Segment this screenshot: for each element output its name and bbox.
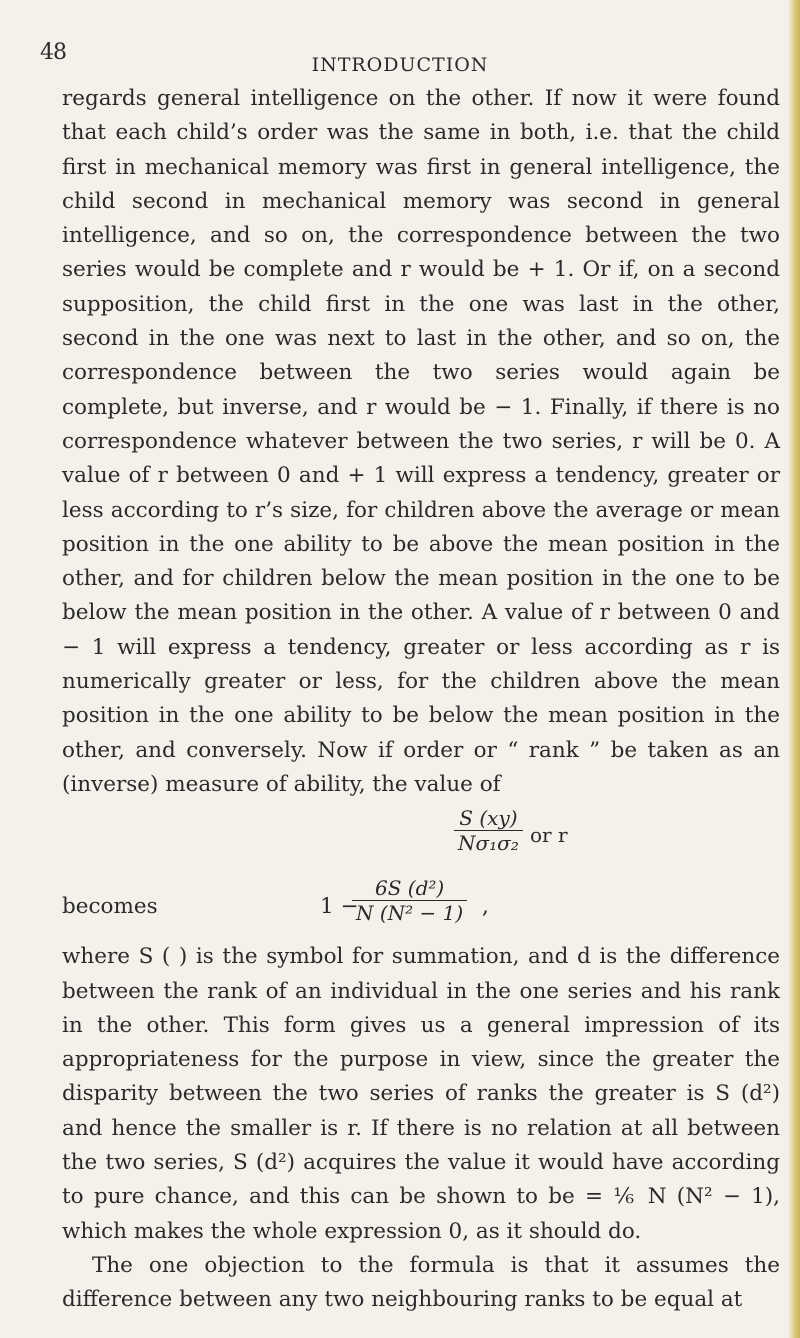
paragraph-3: The one objection to the formula is that it assumes the difference between any two neighbouring ranks to be equal at <box>62 1252 780 1313</box>
formula-2-fraction <box>352 876 467 925</box>
formula-2-prefix: 1 − <box>320 894 359 920</box>
formula-1-suffix: or r <box>530 823 568 848</box>
running-head: INTRODUCTION <box>311 54 489 76</box>
paragraph-2: where S ( ) is the symbol for summation, and d is the difference between the rank of an individual in the one series and his rank in the other. This form gives us a general impression of its appropriateness for the purpose in view, since the greater the disparity between the two series of ranks the greater is S (d²) and hence the smaller is r. If there is no relation at all between the two series, S (d²) acquires the value it would have according to pure chance, and this can be shown to be = ⅙ N (N² − 1), which makes the whole expression 0, as it should do. <box>62 944 780 1244</box>
formula-2-denominator: N (N² − 1) <box>352 900 467 925</box>
formula-2-lead-word: becomes <box>62 894 158 920</box>
formula-1-fraction <box>454 806 523 855</box>
formula-1-denominator: Nσ₁σ₂ <box>454 830 523 855</box>
formula-2-numerator: 6S (d²) <box>374 876 445 901</box>
formula-2-suffix: , <box>482 894 489 920</box>
formula-correlation <box>62 806 780 874</box>
page-body <box>62 82 780 1318</box>
formula-rank-correlation <box>62 874 780 940</box>
page-edge-shadow <box>788 0 800 1338</box>
page-number: 48 <box>40 40 66 65</box>
formula-1-numerator: S (xy) <box>459 806 518 831</box>
paragraph-1: regards general intelligence on the other. If now it were found that each child’s order was the same in both, i.e. that the child first in mechanical memory was first in general intelligence, the child second in mechanical memory was second in general intelligence, and so on, the correspondence between the two series would be complete and r would be + 1. Or if, on a second supposition, the child first in the one was last in the other, second in the one was next to last in the other, and so on, the correspondence between the two series would again be complete, but inverse, and r would be − 1. Finally, if there is no correspondence whatever between the two series, r will be 0. A value of r between 0 and + 1 will express a tendency, greater or less according to r’s size, for children above the average or mean position in the one ability to be above the mean position in the other, and for children below the mean position in the one to be below the mean position in the other. A value of r between 0 and − 1 will express a tendency, greater or less according as r is numerically greater or less, for the children above the mean position in the one ability to be below the mean position in the other, and conversely. Now if order or “ rank ” be taken as an (inverse) measure of ability, the value of <box>62 86 780 797</box>
